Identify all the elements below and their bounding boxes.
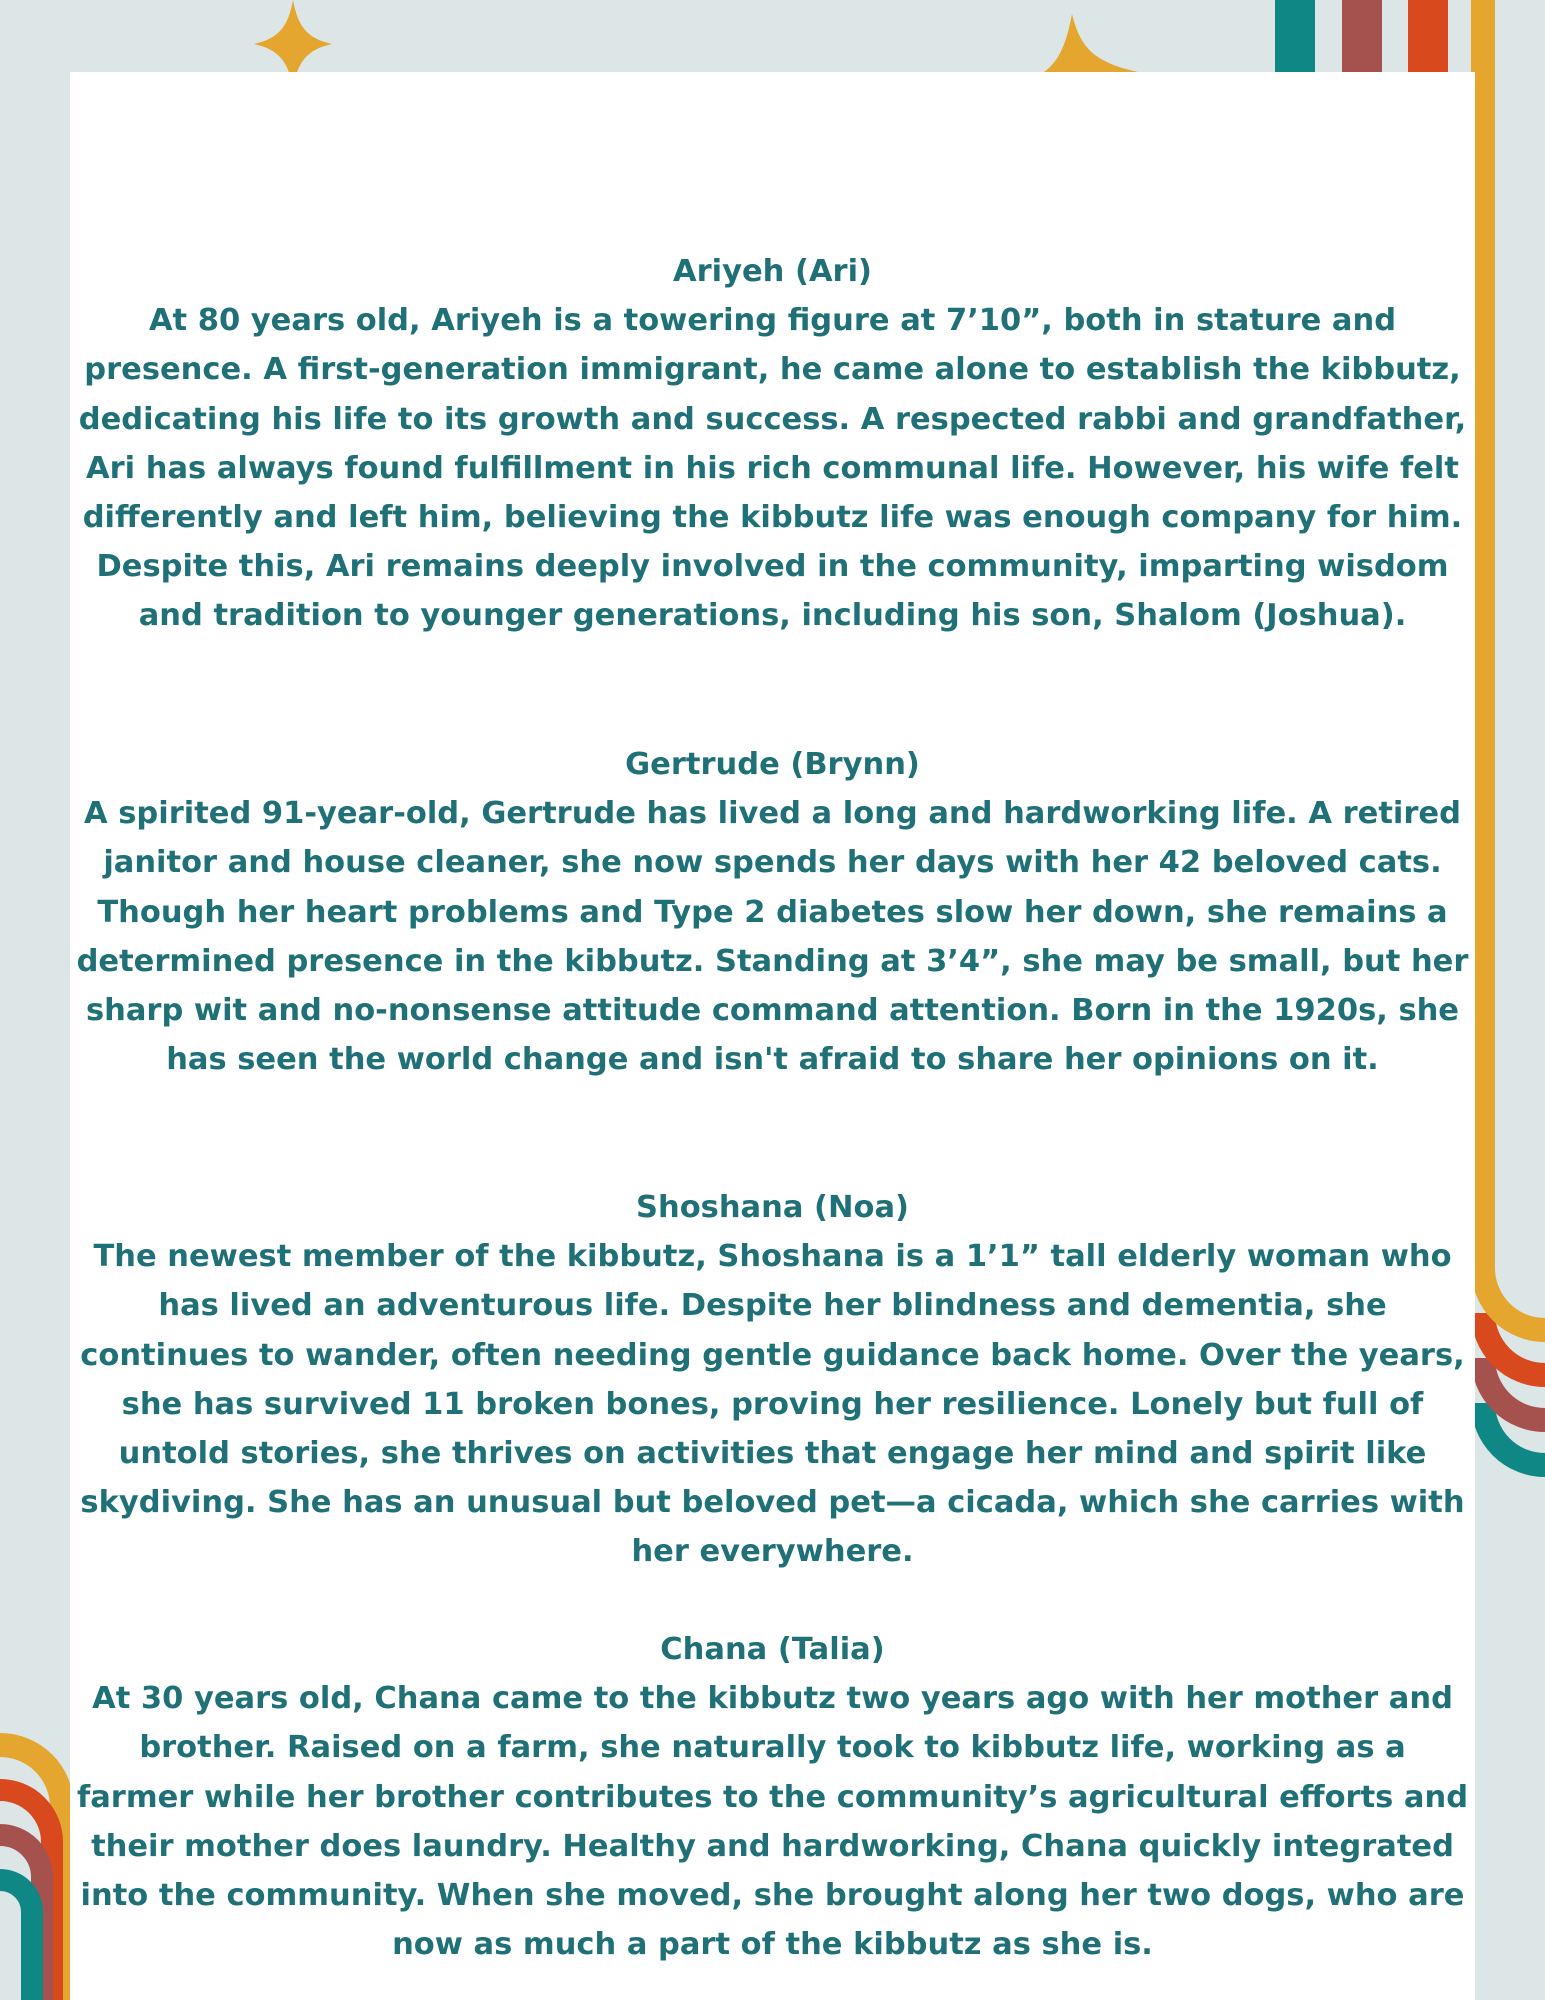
profile-section	[70, 1183, 1475, 1577]
content-card	[70, 72, 1475, 2000]
profile-name: Gertrude (Brynn)	[625, 747, 920, 782]
profile-section	[70, 247, 1475, 641]
rainbow-arc-right	[1483, 0, 1545, 1465]
profile-description: At 80 years old, Ariyeh is a towering figure at 7’10”, both in stature and presence. A first-generation immigrant, he came alone to establish the kibbutz, dedicating his life to its growth and success. A respected rabbi and grandfather, Ari has always found fulfillment in his rich communal life. However, his wife felt differently and left him, believing the kibbutz life was enough company for him. Despite this, Ari remains deeply involved in the community, imparting wisdom and tradition to younger generations, including his son, Shalom (Joshua).	[78, 303, 1467, 634]
rainbow-arc-bottom-left	[0, 1745, 62, 2000]
profile-name: Ariyeh (Ari)	[673, 254, 872, 289]
profile-description: A spirited 91-year-old, Gertrude has lived a long and hardworking life. A retired janitor and house cleaner, she now spends her days with her 42 beloved cats. Though her heart problems and Type 2 diabetes slow her down, she remains a determined presence in the kibbutz. Standing at 3’4”, she may be small, but her sharp wit and no-nonsense attitude command attention. Born in the 1920s, she has seen the world change and isn't afraid to share her opinions on it.	[76, 796, 1469, 1078]
top-stripes	[1275, 0, 1448, 72]
profile-name: Shoshana (Noa)	[636, 1190, 909, 1225]
profile-description: At 30 years old, Chana came to the kibbutz two years ago with her mother and brother. Raised on a farm, she naturally took to kibbutz life, working as a farmer while her brother contributes to the community’s agricultural efforts and their mother does laundry. Healthy and hardworking, Chana quickly integrated into the community. When she moved, she brought along her two dogs, who are now as much a part of the kibbutz as she is.	[76, 1681, 1469, 1963]
profile-section	[70, 1625, 1475, 1969]
profile-name: Chana (Talia)	[660, 1632, 885, 1667]
sparkle-star-icon	[1044, 14, 1138, 72]
profile-description: The newest member of the kibbutz, Shoshana is a 1’1” tall elderly woman who has lived an adventurous life. Despite her blindness and dementia, she continues to wander, often needing gentle guidance back home. Over the years, she has survived 11 broken bones, proving her resilience. Lonely but full of untold stories, she thrives on activities that engage her mind and spirit like skydiving. She has an unusual but beloved pet—a cicada, which she carries with her everywhere.	[80, 1239, 1465, 1570]
profile-section	[70, 740, 1475, 1084]
